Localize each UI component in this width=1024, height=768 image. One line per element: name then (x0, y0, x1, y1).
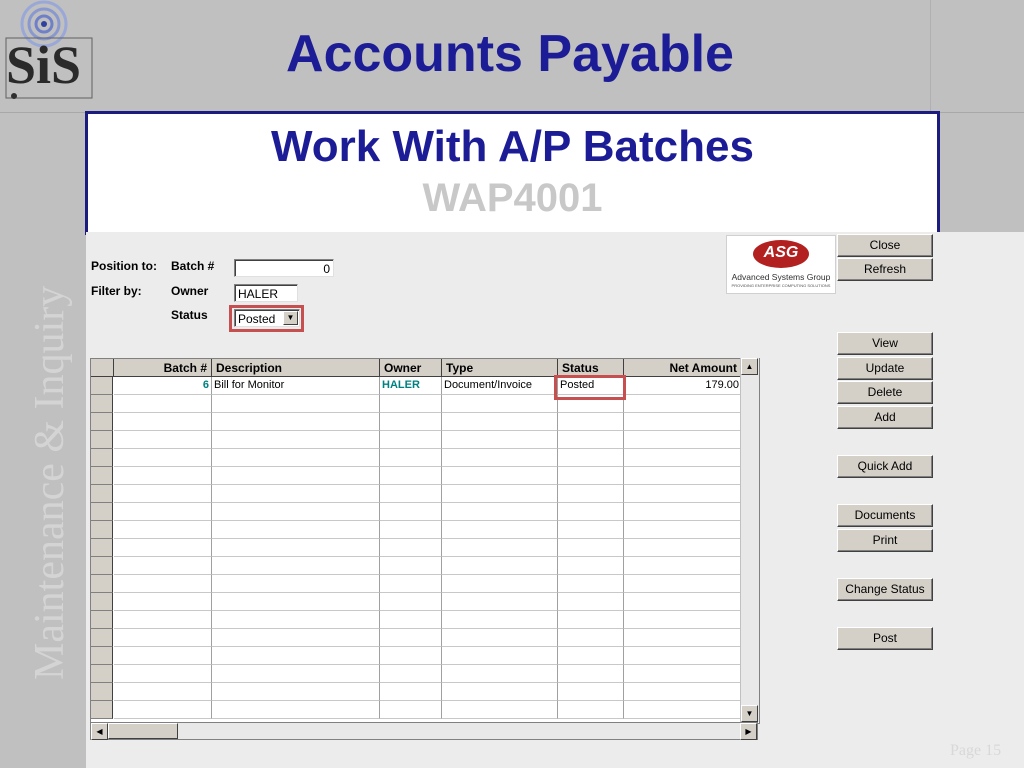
screen-title: Work With A/P Batches (271, 122, 754, 171)
asg-logo-mark-text: ASG (763, 244, 799, 261)
row-header[interactable] (91, 449, 113, 467)
cell-owner[interactable] (380, 431, 442, 449)
chevron-down-icon[interactable]: ▼ (283, 311, 298, 325)
scroll-up-icon[interactable]: ▲ (741, 358, 758, 375)
cell-description[interactable] (212, 683, 380, 701)
cell-description[interactable] (212, 521, 380, 539)
cell-status[interactable] (558, 575, 624, 593)
cell-type[interactable]: Document/Invoice (442, 377, 558, 395)
sis-logo-text: SiS (6, 35, 82, 95)
cell-description[interactable] (212, 665, 380, 683)
cell-type[interactable] (442, 431, 558, 449)
cell-description[interactable] (212, 593, 380, 611)
cell-type[interactable] (442, 539, 558, 557)
cell-owner[interactable] (380, 557, 442, 575)
sis-logo (0, 0, 96, 104)
row-header[interactable] (91, 683, 113, 701)
row-header[interactable] (91, 413, 113, 431)
row-header[interactable] (91, 629, 113, 647)
cell-owner[interactable] (380, 665, 442, 683)
col-header-status[interactable]: Status (558, 359, 624, 377)
cell-status[interactable] (558, 539, 624, 557)
cell-net-amount[interactable] (624, 575, 742, 593)
owner-label: Owner (171, 284, 209, 298)
screen-title-box (85, 111, 940, 235)
cell-description[interactable] (212, 485, 380, 503)
row-header[interactable] (91, 647, 113, 665)
filter-by-label: Filter by: (91, 284, 142, 298)
page-title: Accounts Payable (286, 25, 734, 83)
cell-type[interactable] (442, 395, 558, 413)
row-header[interactable] (91, 503, 113, 521)
row-header[interactable] (91, 377, 113, 395)
row-header[interactable] (91, 521, 113, 539)
cell-net-amount[interactable] (624, 647, 742, 665)
cell-description[interactable] (212, 449, 380, 467)
row-header[interactable] (91, 539, 113, 557)
cell-owner[interactable] (380, 449, 442, 467)
row-header[interactable] (91, 575, 113, 593)
cell-batch[interactable] (114, 647, 212, 665)
cell-net-amount[interactable] (624, 413, 742, 431)
cell-type[interactable] (442, 593, 558, 611)
cell-type[interactable] (442, 521, 558, 539)
cell-description[interactable] (212, 503, 380, 521)
cell-type[interactable] (442, 575, 558, 593)
cell-batch[interactable] (114, 503, 212, 521)
cell-owner[interactable] (380, 683, 442, 701)
cell-owner[interactable]: HALER (380, 377, 442, 395)
cell-description[interactable] (212, 557, 380, 575)
cell-batch[interactable] (114, 467, 212, 485)
row-header[interactable] (91, 611, 113, 629)
cell-net-amount[interactable] (624, 683, 742, 701)
side-caption (18, 200, 73, 700)
cell-batch[interactable] (114, 521, 212, 539)
cell-description[interactable] (212, 701, 380, 719)
delete-button[interactable]: Delete (837, 381, 933, 404)
cell-description[interactable] (212, 395, 380, 413)
row-header[interactable] (91, 485, 113, 503)
side-caption-text: Maintenance & Inquiry (27, 285, 73, 680)
col-header-owner[interactable]: Owner (380, 359, 442, 377)
change-status-button[interactable]: Change Status (837, 578, 933, 601)
cell-status[interactable] (558, 701, 624, 719)
col-header-net-amount[interactable]: Net Amount (624, 359, 742, 377)
cell-batch[interactable] (114, 701, 212, 719)
scroll-thumb[interactable] (108, 723, 178, 739)
cell-net-amount[interactable] (624, 467, 742, 485)
cell-owner[interactable] (380, 629, 442, 647)
cell-description[interactable] (212, 467, 380, 485)
cell-description[interactable] (212, 629, 380, 647)
col-header-description[interactable]: Description (212, 359, 380, 377)
documents-button[interactable]: Documents (837, 504, 933, 527)
col-header-type[interactable]: Type (442, 359, 558, 377)
cell-type[interactable] (442, 665, 558, 683)
cell-batch[interactable] (114, 539, 212, 557)
cell-type[interactable] (442, 629, 558, 647)
cell-status[interactable] (558, 647, 624, 665)
cell-batch[interactable] (114, 395, 212, 413)
cell-description[interactable] (212, 575, 380, 593)
cell-net-amount[interactable] (624, 629, 742, 647)
asg-logo-name: Advanced Systems Group (731, 272, 831, 282)
status-select[interactable] (234, 309, 300, 327)
cell-type[interactable] (442, 503, 558, 521)
cell-type[interactable] (442, 449, 558, 467)
cell-owner[interactable] (380, 575, 442, 593)
row-header[interactable] (91, 701, 113, 719)
row-header[interactable] (91, 431, 113, 449)
horizontal-scrollbar[interactable] (90, 722, 758, 740)
cell-status[interactable] (558, 467, 624, 485)
cell-batch[interactable] (114, 485, 212, 503)
cell-batch[interactable] (114, 593, 212, 611)
cell-status[interactable] (558, 485, 624, 503)
cell-owner[interactable] (380, 413, 442, 431)
cell-batch[interactable] (114, 449, 212, 467)
cell-owner[interactable] (380, 503, 442, 521)
update-button[interactable]: Update (837, 357, 933, 380)
asg-logo-tagline: PROVIDING ENTERPRISE COMPUTING SOLUTIONS (731, 283, 831, 288)
row-header[interactable] (91, 467, 113, 485)
add-button[interactable]: Add (837, 406, 933, 429)
cell-type[interactable] (442, 683, 558, 701)
header-divider (930, 0, 931, 112)
status-cell-highlight (554, 375, 626, 400)
batch-label: Batch # (171, 259, 215, 273)
cell-status[interactable] (558, 611, 624, 629)
status-label: Status (171, 308, 208, 322)
cell-description[interactable] (212, 611, 380, 629)
cell-net-amount[interactable] (624, 431, 742, 449)
cell-net-amount[interactable] (624, 593, 742, 611)
scroll-down-icon[interactable]: ▼ (741, 705, 758, 722)
cell-status[interactable] (558, 431, 624, 449)
cell-description[interactable] (212, 431, 380, 449)
cell-owner[interactable] (380, 611, 442, 629)
cell-owner[interactable] (380, 521, 442, 539)
cell-net-amount[interactable] (624, 503, 742, 521)
cell-batch[interactable] (114, 413, 212, 431)
cell-description[interactable]: Bill for Monitor (212, 377, 380, 395)
batch-input[interactable]: 0 (234, 259, 334, 277)
cell-net-amount[interactable]: 179.00 (624, 377, 742, 395)
refresh-button[interactable]: Refresh (837, 258, 933, 281)
cell-description[interactable] (212, 647, 380, 665)
row-header[interactable] (91, 593, 113, 611)
cell-net-amount[interactable] (624, 449, 742, 467)
cell-status[interactable] (558, 521, 624, 539)
cell-net-amount[interactable] (624, 395, 742, 413)
cell-batch[interactable] (114, 629, 212, 647)
cell-status[interactable] (558, 449, 624, 467)
close-button[interactable]: Close (837, 234, 933, 257)
cell-status[interactable] (558, 503, 624, 521)
cell-net-amount[interactable] (624, 611, 742, 629)
cell-type[interactable] (442, 413, 558, 431)
row-header[interactable] (91, 557, 113, 575)
cell-net-amount[interactable] (624, 485, 742, 503)
cell-type[interactable] (442, 485, 558, 503)
page-number: Page 15 (950, 742, 1002, 759)
cell-owner[interactable] (380, 485, 442, 503)
screen-code: WAP4001 (422, 176, 603, 220)
cell-status[interactable] (558, 629, 624, 647)
scroll-left-icon[interactable]: ◀ (91, 723, 108, 740)
cell-net-amount[interactable] (624, 701, 742, 719)
cell-status[interactable] (558, 413, 624, 431)
post-button[interactable]: Post (837, 627, 933, 650)
cell-batch[interactable] (114, 611, 212, 629)
row-header[interactable] (91, 665, 113, 683)
owner-input[interactable]: HALER (234, 284, 298, 302)
status-select-value: Posted (238, 312, 276, 326)
cell-net-amount[interactable] (624, 521, 742, 539)
view-button[interactable]: View (837, 332, 933, 355)
cell-net-amount[interactable] (624, 557, 742, 575)
cell-net-amount[interactable] (624, 665, 742, 683)
cell-owner[interactable] (380, 701, 442, 719)
cell-owner[interactable] (380, 647, 442, 665)
col-header-batch[interactable]: Batch # (114, 359, 212, 377)
asg-logo (726, 235, 836, 294)
cell-status[interactable] (558, 665, 624, 683)
cell-description[interactable] (212, 413, 380, 431)
cell-type[interactable] (442, 647, 558, 665)
cell-status[interactable] (558, 683, 624, 701)
cell-batch[interactable] (114, 431, 212, 449)
quick-add-button[interactable]: Quick Add (837, 455, 933, 478)
cell-status[interactable]: Posted (558, 377, 624, 395)
cell-owner[interactable] (380, 539, 442, 557)
cell-description[interactable] (212, 539, 380, 557)
row-header[interactable] (91, 395, 113, 413)
cell-owner[interactable] (380, 593, 442, 611)
cell-type[interactable] (442, 611, 558, 629)
cell-batch[interactable] (114, 683, 212, 701)
cell-status[interactable] (558, 557, 624, 575)
cell-batch[interactable]: 6 (114, 377, 212, 395)
cell-type[interactable] (442, 557, 558, 575)
cell-owner[interactable] (380, 395, 442, 413)
cell-net-amount[interactable] (624, 539, 742, 557)
print-button[interactable]: Print (837, 529, 933, 552)
cell-type[interactable] (442, 701, 558, 719)
scroll-right-icon[interactable]: ▶ (740, 723, 757, 740)
cell-batch[interactable] (114, 665, 212, 683)
batch-grid[interactable] (90, 358, 760, 724)
cell-type[interactable] (442, 467, 558, 485)
vertical-scrollbar[interactable] (740, 358, 759, 722)
position-to-label: Position to: (91, 259, 157, 273)
cell-status[interactable] (558, 593, 624, 611)
cell-batch[interactable] (114, 575, 212, 593)
cell-batch[interactable] (114, 557, 212, 575)
grid-corner (91, 359, 114, 377)
cell-owner[interactable] (380, 467, 442, 485)
